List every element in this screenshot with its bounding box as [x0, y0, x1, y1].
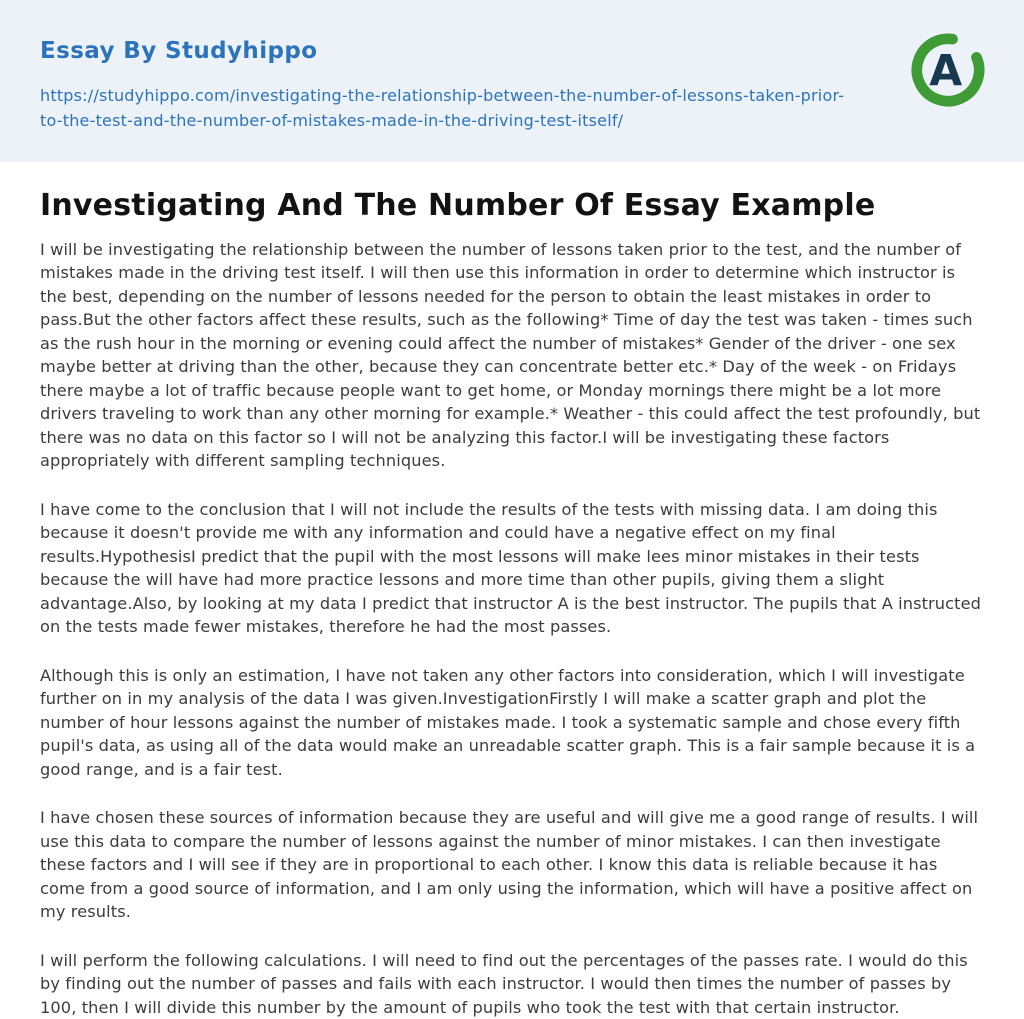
article: [0, 162, 1024, 1019]
paragraph-2: I have come to the conclusion that I will not include the results of the tests with missing data. I am doing this because it doesn't provide me with any information and could have a negative effect on my final results.HypothesisI predict that the pupil with the most lessons will make lees minor mistakes in their tests because the will have had more practice lessons and more time than other pupils, giving them a slight advantage.Also, by looking at my data I predict that instructor A is the best instructor. The pupils that A instructed on the tests made fewer mistakes, therefore he had the most passes.: [40, 499, 982, 637]
paragraph-5: I will perform the following calculations. I will need to find out the percentages of the passes rate. I would do this by finding out the number of passes and fails with each instructor. I would then times the number of passes by 100, then I will divide this number by the amount of pupils who took the test with that certain instructor.: [40, 950, 968, 1017]
studyhippo-logo: [910, 32, 986, 108]
logo-letter: A: [929, 46, 963, 97]
paragraph-3: Although this is only an estimation, I have not taken any other factors into consideration, which I will investigate further on in my analysis of the data I was given.InvestigationFirstly I will make a scatter graph and plot the number of hour lessons against the number of mistakes made. I took a systematic sample and chose every fifth pupil's data, as using all of the data would make an unreadable scatter graph. This is a fair sample because it is a good range, and is a fair test.: [40, 665, 976, 779]
paragraph-1: I will be investigating the relationship between the number of lessons taken prior to the test, and the number of mistakes made in the driving test itself. I will then use this information in order to determine which instructor is the best, depending on the number of lessons needed for the person to obtain the least mistakes in order to pass.But the other factors affect these results, such as the following* Time of day the test was taken - times such as the rush hour in the morning or evening could affect the number of mistakes* Gender of the driver - one sex maybe better at driving than the other, because they can concentrate better etc.* Day of the week - on Fridays there maybe a lot of traffic because people want to get home, or Monday mornings there might be a lot more drivers traveling to work than any other morning for example.* Weather - this could affect the test profoundly, but there was no data on this factor so I will not be analyzing this factor.I will be investigating these factors appropriately with different sampling techniques.: [40, 239, 981, 471]
page-url-link[interactable]: https://studyhippo.com/investigating-the-relationship-between-the-number-of-lessons-taken-prior-to-the-test-and-the-number-of-mistakes-made-in-the-driving-test-itself/: [40, 86, 845, 130]
page-header: [0, 0, 1024, 162]
paragraph-4: I have chosen these sources of information because they are useful and will give me a good range of results. I will use this data to compare the number of lessons against the number of minor mistakes. I can then investigate these factors and I will see if they are in proportional to each other. I know this data is reliable because it has come from a good source of information, and I am only using the information, which will have a positive affect on my results.: [40, 808, 979, 922]
page-title: Investigating And The Number Of Essay Example: [40, 187, 876, 223]
site-label: Essay By Studyhippo: [40, 38, 318, 64]
